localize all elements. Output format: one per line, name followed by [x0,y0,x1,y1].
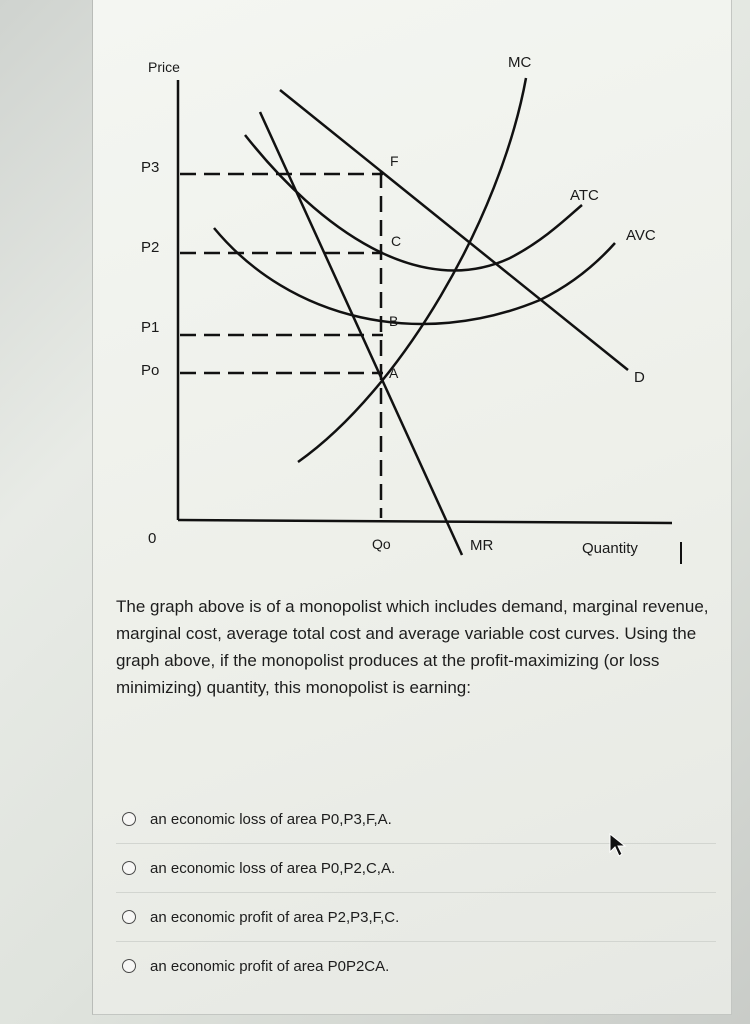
p2-label: P2 [141,239,160,256]
question-text: The graph above is of a monopolist which includes demand, marginal revenue, marginal cost, average total cost and average variable cost curves. Using the graph above, if the monopolist produces at the profit-maximizing (or loss minimizing) quantity, this monopolist is earning: [116,597,709,697]
option-label: an economic profit of area P2,P3,F,C. [150,908,400,926]
atc-label: ATC [570,187,599,204]
origin-label: 0 [148,530,157,547]
avc-label: AVC [626,227,656,244]
radio-button[interactable] [122,959,136,973]
option-label: an economic profit of area P0P2CA. [150,957,390,975]
point-f-label: F [390,153,399,169]
answer-options [116,795,716,990]
demand-label: D [634,369,645,386]
p3-label: P3 [141,159,160,176]
demand-curve [280,90,628,370]
radio-button[interactable] [122,861,136,875]
option-label: an economic loss of area P0,P2,C,A. [150,859,396,877]
mc-label: MC [508,54,532,71]
radio-button[interactable] [122,812,136,826]
point-a-label: A [389,365,399,381]
option-label: an economic loss of area P0,P3,F,A. [150,810,392,828]
marginal-revenue-curve [260,112,462,555]
option-3[interactable] [116,892,716,941]
p0-label: Po [141,362,160,379]
option-4[interactable] [116,941,716,990]
average-total-cost-curve [245,135,582,270]
point-b-label: B [389,313,399,329]
y-axis-label: Price [148,59,180,75]
p1-label: P1 [141,319,160,336]
point-c-label: C [391,233,402,249]
q0-label: Qo [372,536,391,552]
radio-button[interactable] [122,910,136,924]
mouse-pointer-icon [608,832,628,858]
x-axis [178,520,672,523]
mr-label: MR [470,537,494,554]
x-axis-label: Quantity [582,540,638,557]
